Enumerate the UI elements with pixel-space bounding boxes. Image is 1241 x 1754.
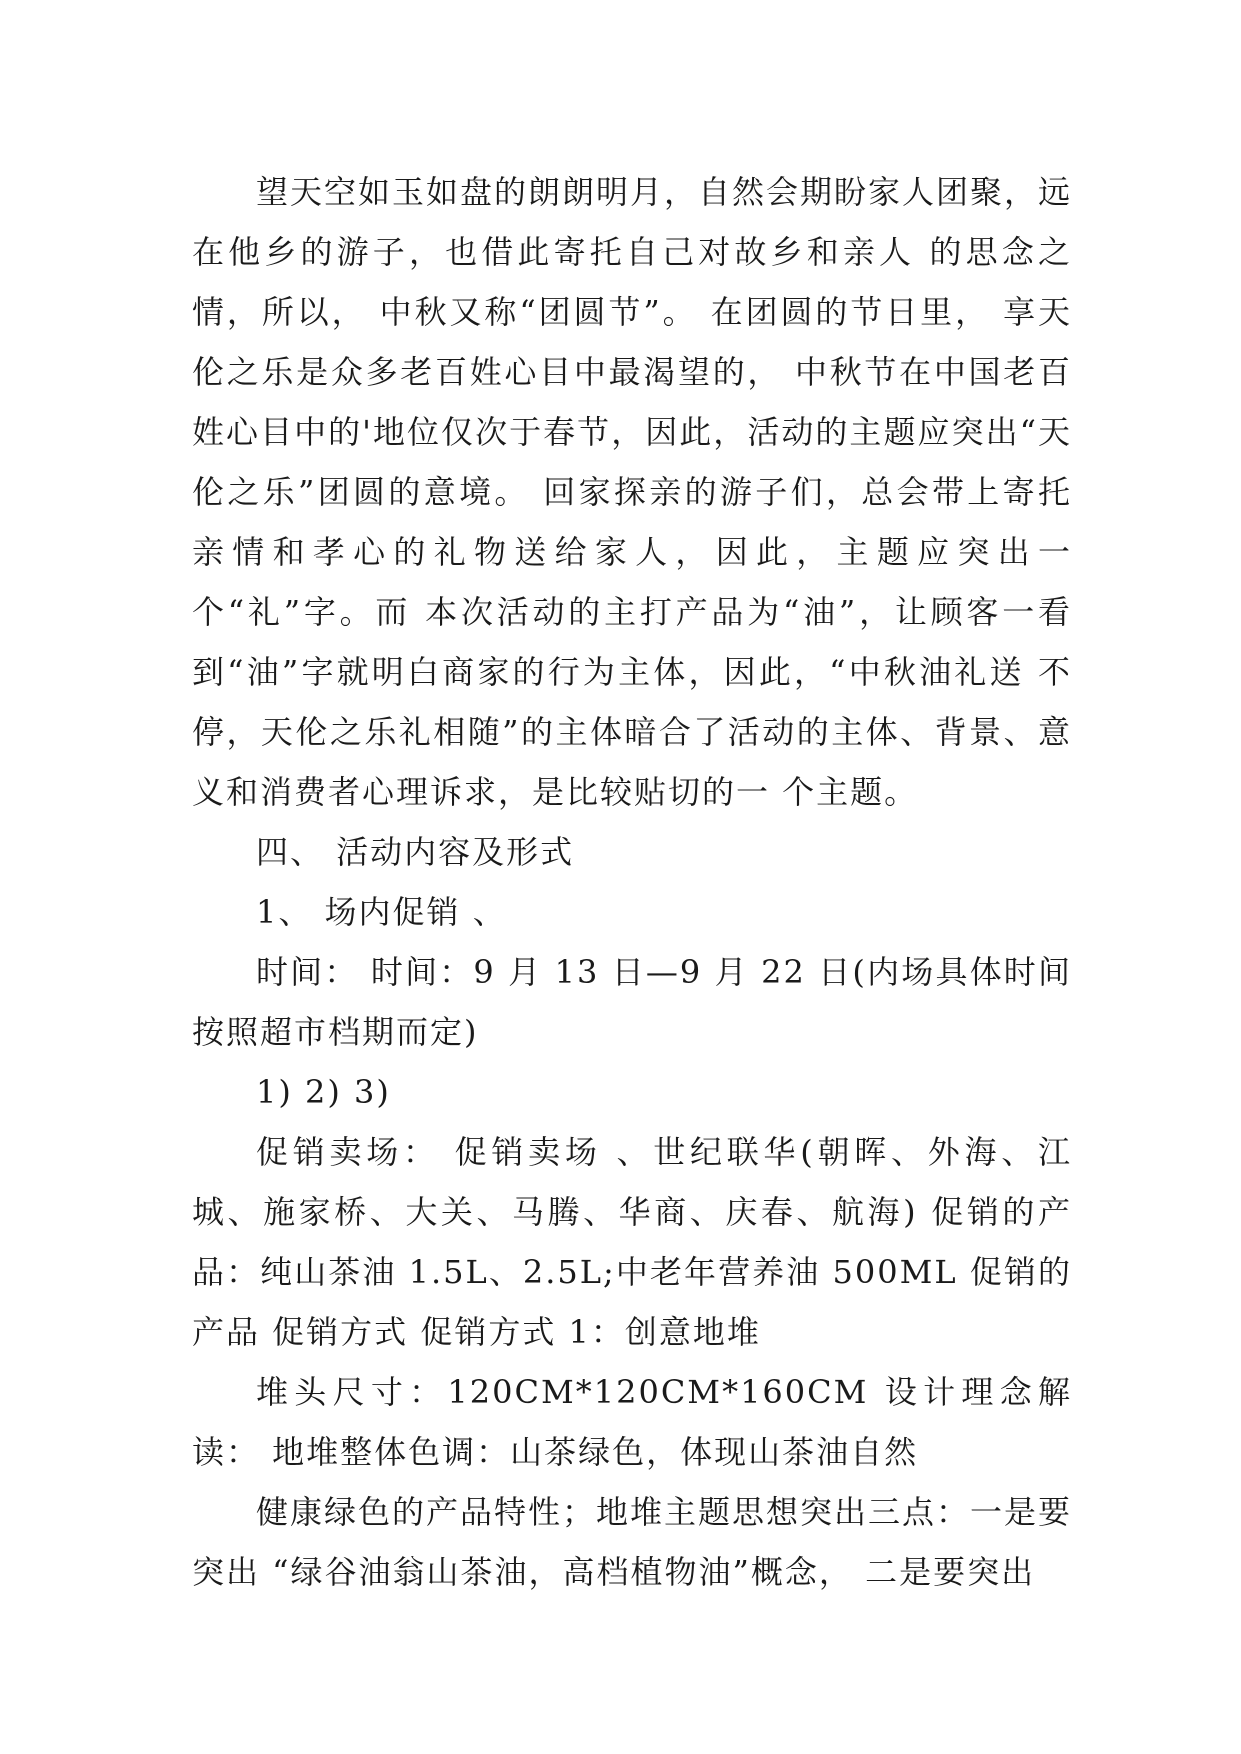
paragraph-display-theme: 健康绿色的产品特性；地堆主题思想突出三点：一是要突出 “绿谷油翁山茶油，高档植物油”概念， 二是要突出 bbox=[192, 1493, 1073, 1591]
paragraph-display-size: 堆头尺寸：120CM*120CM*160CM 设计理念解读： 地堆整体色调：山茶绿色，体现山茶油自然 bbox=[192, 1373, 1072, 1471]
section-heading-activity-content: 四、 活动内容及形式 bbox=[256, 833, 575, 871]
paragraph-theme-explanation: 望天空如玉如盘的朗朗明月，自然会期盼家人团聚，远在他乡的游子，也借此寄托自己对故乡和亲人 的思念之情，所以， 中秋又称“团圆节”。 在团圆的节日里， 享天伦之乐是众多老百姓心目中最渴望的， 中秋节在中国老百姓心目中的'地位仅次于春节，因此，活动的主题应突出“天伦之乐”团圆的意境。 回家探亲的游子们，总会带上寄托亲情和孝心的礼物送给家人，因此，主题应突出一个“礼”字。而 本次活动的主打产品为“油”，让顾客一看到“油”字就明白商家的行为主体，因此，“中秋油礼送 不停，天伦之乐礼相随”的主体暗合了活动的主体、背景、意义和消费者心理诉求，是比较贴切的一 个主题。 bbox=[192, 173, 1073, 811]
paragraph-list-markers: 1) 2) 3) bbox=[256, 1073, 391, 1111]
subsection-heading-in-store-promotion: 1、 场内促销 、 bbox=[256, 893, 507, 931]
document-body bbox=[192, 162, 1072, 1602]
paragraph-time: 时间： 时间：9 月 13 日—9 月 22 日(内场具体时间按照超市档期而定) bbox=[192, 953, 1072, 1051]
paragraph-promotion-venues: 促销卖场： 促销卖场 、世纪联华(朝晖、外海、江城、施家桥、大关、马腾、华商、庆春、航海) 促销的产品：纯山茶油 1.5L、2.5L;中老年营养油 500ML 促销的产品 促销方式 促销方式 1：创意地堆 bbox=[192, 1133, 1072, 1351]
